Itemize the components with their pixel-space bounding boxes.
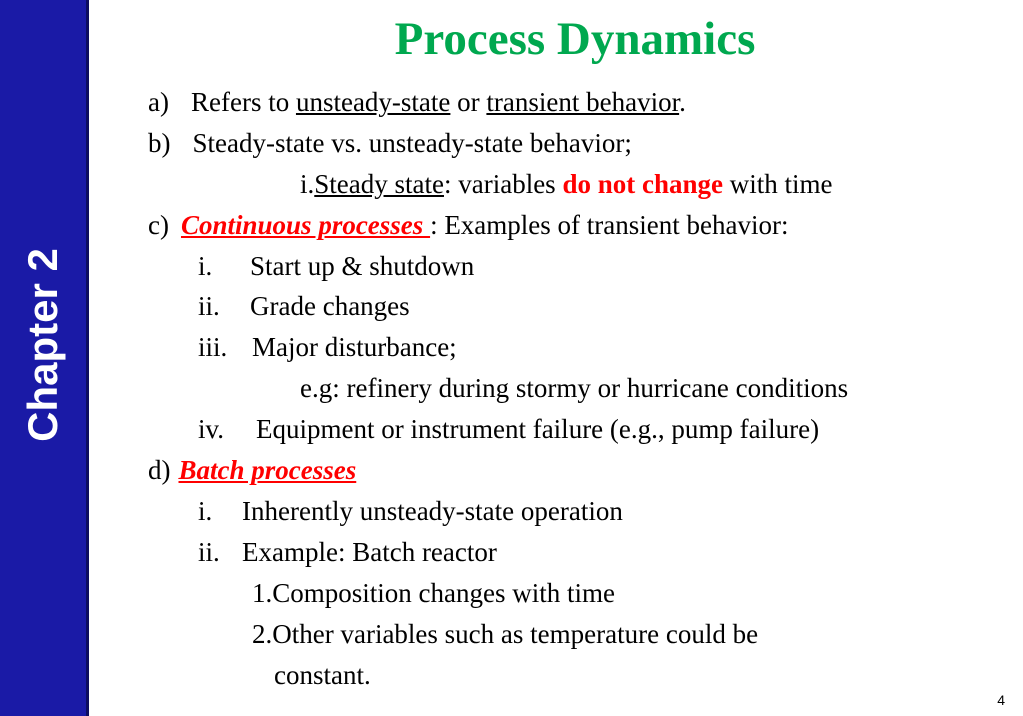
item-c-example: e.g: refinery during stormy or hurricane conditions [300, 373, 849, 403]
item-d [148, 454, 356, 486]
term-steady-state: Steady state [314, 169, 444, 199]
item-a-pre: Refers to [190, 87, 296, 117]
item-b-marker: b) [148, 128, 171, 158]
item-c-iv-marker: iv. [198, 414, 224, 444]
item-c-iv [198, 413, 819, 445]
item-a-marker: a) [148, 87, 169, 117]
item-d-ii-2-marker: 2. [252, 619, 273, 649]
item-a-post: . [679, 87, 686, 117]
item-b [148, 127, 632, 159]
item-d-ii-2-text: Other variables such as temperature could be [272, 619, 759, 649]
item-c-iv-text: Equipment or instrument failure (e.g., pump failure) [256, 414, 820, 444]
item-c-iii [198, 331, 457, 363]
term-batch-processes: Batch processes [178, 455, 357, 485]
item-c-iii-text: Major disturbance; [252, 332, 457, 362]
item-c-i-marker: i. [198, 251, 213, 281]
item-b-i [300, 168, 832, 200]
term-continuous-processes: Continuous processes [180, 210, 431, 240]
emphasis-do-not-change: do not change [562, 169, 723, 199]
page-number: 4 [997, 692, 1005, 708]
item-c-marker: c) [148, 210, 169, 240]
term-unsteady-state: unsteady-state [295, 87, 451, 117]
chapter-sidebar [0, 0, 89, 716]
item-d-ii-2 [252, 618, 758, 650]
item-d-ii-marker: ii. [198, 537, 220, 567]
item-c-ii-marker: ii. [198, 291, 220, 321]
slide-title: Process Dynamics [394, 13, 756, 65]
item-c-i-text: Start up & shutdown [250, 251, 475, 281]
item-d-i-text: Inherently unsteady-state operation [242, 496, 623, 526]
item-d-marker: d) [148, 455, 171, 485]
item-d-ii-2-cont: constant. [274, 660, 371, 690]
item-b-i-post: with time [722, 169, 833, 199]
item-d-ii-1-text: Composition changes with time [272, 578, 615, 608]
item-d-i-marker: i. [198, 496, 213, 526]
item-a [148, 86, 686, 118]
item-a-mid: or [450, 87, 487, 117]
term-transient-behavior: transient behavior [486, 87, 680, 117]
item-c-ii-text: Grade changes [250, 291, 410, 321]
item-c-iii-marker: iii. [198, 332, 228, 362]
chapter-label: Chapter 2 [19, 248, 66, 442]
item-b-text: Steady-state vs. unsteady-state behavior; [192, 128, 632, 158]
item-c-ii [198, 290, 410, 322]
item-b-i-mid: : variables [443, 169, 563, 199]
item-c [148, 209, 788, 241]
item-d-ii-1-marker: 1. [252, 578, 273, 608]
item-c-post: : Examples of transient behavior: [430, 210, 789, 240]
item-d-ii-text: Example: Batch reactor [242, 537, 497, 567]
item-d-ii [198, 536, 497, 568]
item-b-i-prefix: i. [300, 169, 315, 199]
item-d-ii-1 [252, 577, 615, 609]
item-c-i [198, 250, 474, 282]
item-d-i [198, 495, 623, 527]
